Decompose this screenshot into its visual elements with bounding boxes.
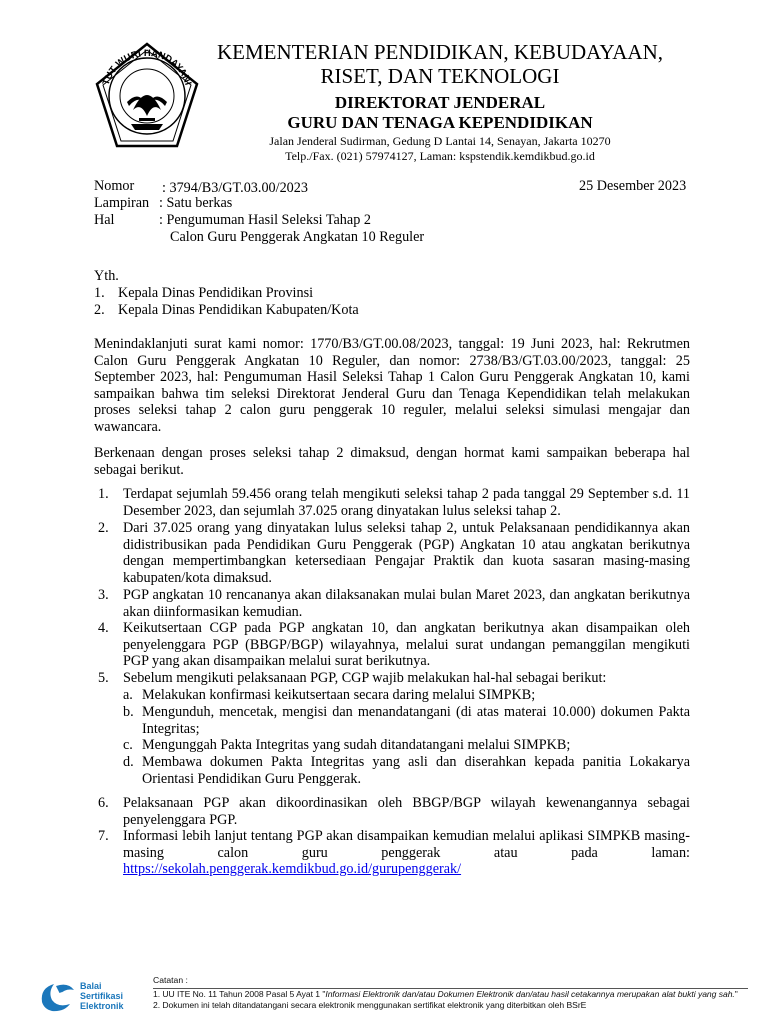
note-2: 2. Dokumen ini telah ditandatangani secara elektronik menggunakan sertifikat elektronik yang diterbitkan oleh BSrE	[153, 1000, 587, 1010]
point-item-5: 5. Sebelum mengikuti pelaksanaan PGP, CGP wajib melakukan hal-hal sebagai berikut:	[98, 670, 607, 686]
note-1: 1. UU ITE No. 11 Tahun 2008 Pasal 5 Ayat 1 "Informasi Elektronik dan/atau Dokumen Elektronik dan/atau hasil cetakannya merupakan alat bukti yang sah."	[153, 989, 738, 999]
subpoint-d: d. Membawa dokumen Pakta Integritas yang asli dan diserahkan kepada panitia Lokakarya Orientasi Pendidikan Guru Penggerak.	[123, 754, 690, 787]
nomor-label: Nomor	[94, 178, 135, 194]
paragraph-intro: Menindaklanjuti surat kami nomor: 1770/B3/GT.00.08/2023, tanggal: 19 Juni 2023, hal: Rekrutmen Calon Guru Penggerak Angkatan 10 Reguler, dan nomor: 2738/B3/GT.03.00/2023, tanggal: 25 September 2023, hal: Pengumuman Hasil Seleksi Tahap 1 Calon Guru Penggerak Angkatan 10, kami sampaikan bahwa tim seleksi Direktorat Jenderal Guru dan Tenaga Kependidikan telah melakukan proses seleksi tahap 2 calon guru penggerak 10 reguler, melalui seleksi simulasi mengajar dan wawancara.	[94, 336, 690, 435]
penggerak-link[interactable]: https://sekolah.penggerak.kemdikbud.go.id/gurupenggerak/	[123, 861, 462, 878]
bsre-logo	[38, 978, 148, 1014]
svg-text:TUT WURI HANDAYANI: TUT WURI HANDAYANI	[100, 47, 194, 87]
nomor-value: : 3794/B3/GT.03.00/2023	[162, 180, 308, 196]
ministry-line-2: RISET, DAN TEKNOLOGI	[320, 64, 560, 88]
subpoint-a: a. Melakukan konfirmasi keikutsertaan secara daring melalui SIMPKB;	[123, 687, 536, 703]
subpoint-b: b. Mengunduh, mencetak, mengisi dan menandatangani (di atas materai 10.000) dokumen Pakta Integritas;	[123, 704, 690, 737]
recipient-item: 1. Kepala Dinas Pendidikan Provinsi	[94, 285, 314, 301]
point-item-2: 2. Dari 37.025 orang yang dinyatakan lulus seleksi tahap 2, untuk Pelaksanaan pendidikannya akan didistribusikan pada Pendidikan Guru Penggerak (PGP) Angkatan 10 atau angkatan berikutnya dengan mempertimbangkan ketersediaan Pengajar Praktik dan kuota sasaran masing-masing kabupaten/kota dimaksud.	[98, 520, 690, 586]
recipient-text: Kepala Dinas Pendidikan Provinsi	[118, 285, 314, 301]
hal-value-1: : Pengumuman Hasil Seleksi Tahap 2	[159, 212, 371, 228]
catatan-label: Catatan :	[153, 975, 188, 985]
ministry-line-1: KEMENTERIAN PENDIDIKAN, KEBUDAYAAN,	[216, 40, 664, 64]
point-item-4: 4. Keikutsertaan CGP pada PGP angkatan 10, dan angkatan berikutnya akan disampaikan oleh penyelenggara PGP (BBGP/BGP) wilayahnya, melalui surat undangan pemanggilan mengikuti PGP yang akan disampaikan melalui surat berikutnya.	[98, 620, 690, 670]
tut-wuri-handayani-logo	[93, 40, 201, 152]
lampiran-value: : Satu berkas	[159, 195, 233, 211]
lampiran-label: Lampiran	[94, 195, 150, 211]
hal-label: Hal	[94, 212, 115, 228]
point-item-7: 7. Informasi lebih lanjut tentang PGP akan disampaikan kemudian melalui aplikasi SIMPKB masing-masing calon guru penggerak atau pada laman: https://sekolah.penggerak.kemdikbud.go.id/gurupenggerak/	[98, 828, 690, 878]
contact: Telp./Fax. (021) 57974127, Laman: kspstendik.kemdikbud.go.id	[285, 149, 595, 163]
paragraph-context: Berkenaan dengan proses seleksi tahap 2 dimaksud, dengan hormat kami sampaikan beberapa hal sebagai berikut.	[94, 445, 690, 478]
recipient-text: Kepala Dinas Pendidikan Kabupaten/Kota	[118, 302, 359, 318]
address: Jalan Jenderal Sudirman, Gedung D Lantai 14, Senayan, Jakarta 10270	[269, 134, 611, 148]
directorate-line-2: GURU DAN TENAGA KEPENDIDIKAN	[287, 113, 593, 132]
point-item-1: 1. Terdapat sejumlah 59.456 orang telah mengikuti seleksi tahap 2 pada tanggal 29 September s.d. 11 Desember 2023, dan sejumlah 37.025 orang dinyatakan lulus seleksi tahap 2.	[98, 486, 690, 519]
directorate-line-1: DIREKTORAT JENDERAL	[334, 93, 546, 112]
hal-value-2: Calon Guru Penggerak Angkatan 10 Reguler	[170, 229, 425, 245]
subpoint-c: c. Mengunggah Pakta Integritas yang sudah ditandatangani melalui SIMPKB;	[123, 737, 571, 753]
yth: Yth.	[94, 268, 119, 284]
letter-date: 25 Desember 2023	[579, 178, 687, 194]
bsre-line-1: Balai	[80, 981, 102, 991]
point-item-3: 3. PGP angkatan 10 rencananya akan dilaksanakan mulai bulan Maret 2023, dan angkatan berikutnya akan diinformasikan kemudian.	[98, 587, 690, 620]
bsre-line-3: Elektronik	[80, 1001, 124, 1011]
bsre-line-2: Sertifikasi	[80, 991, 124, 1001]
point-item-6: 6. Pelaksanaan PGP akan dikoordinasikan oleh BBGP/BGP wilayah kewenangannya sebagai penyelenggara PGP.	[98, 795, 690, 828]
recipient-item: 2. Kepala Dinas Pendidikan Kabupaten/Kota	[94, 302, 359, 318]
